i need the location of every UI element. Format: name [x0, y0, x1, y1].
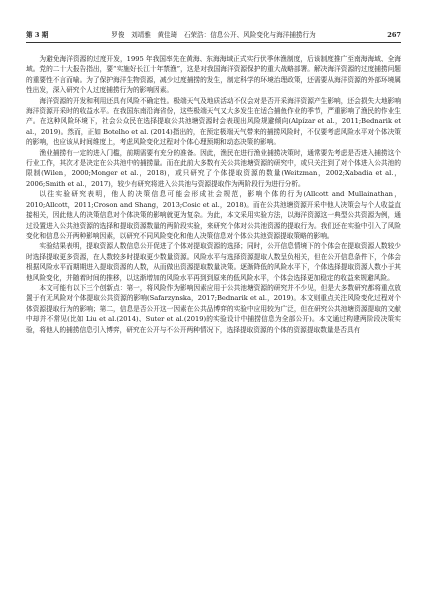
paragraph: 以往实验研究表明，他人的决策信息可能会形成社会规范，影响个体的行为(Allcott and Mullainathan，2010;Allcott，2011;Croson and Shang，2013;Cosic et al.，2018)。而在公共池塘资源开采中他人决策会与个人收益直接相关，因此他人的决策信息对个体决策的影响就更为复杂。为此，本文采用实验方法，以海洋资源这一典型公共资源为例，通过设置进入公共池资源的选择和提取资源数量的两阶段实验，来研究个体对公共池资源的提取行为。我们还在实验中引入了风险变化和信息公开两种影响因素，以研究不同风险变化和他人决策信息对个体公共池资源提取策略的影响。: [26, 190, 401, 240]
paragraph: 为避免海洋资源的过度开发，1995 年我国率先在黄海、东海海域正式实行伏季休渔制度，后该制度推广至南海海域、全海域。党的二十大报告指出，要“实施好长江十年禁渔”，这是对我国海洋资源保护的重大战略部署。解决海洋资源的过度捕捞问题的重要性不言而喻。为了保护海洋生物资源，减少过度捕捞的发生，制定科学的环境治理政策，还需要从海洋资源的外部环境属性出发，深入研究个人过度捕捞行为的影响因素。: [26, 55, 401, 95]
paragraph: 实验结果表明，提取资源人数信息公开促进了个体对提取资源的选择；同时，公开信息情境下的个体会在提取资源人数较少时选择提取更多资源，在人数较多时提取更少数量资源。风险水平与选择资源提取人数呈负相关，但在公开信息条件下，个体会根据风险水平而期期进入提取资源的人数，从而做出资源提取数量决策。逐渐降低的风险水平下，个体选择提取资源人数小于其他风险变化，并随着时间的推移，以这渐增加的风险水平再到到原来的低风险水平，个体会选择更加稳定的收益来规避风险。: [26, 242, 401, 282]
page-number: 267: [387, 31, 401, 39]
running-header: [26, 29, 401, 41]
header-rule: [26, 42, 401, 43]
body-text: [26, 54, 401, 581]
paragraph: 海洋资源的开发和利用还具有风险不确定性。极端天气及地质活动不仅会对是否开采海洋资源产生影响，还会损失大地影响海洋资源开采时的收益水平。在我国东南沿海省份，这些极端天气又大多发生在适合捕鱼作业的季节，严重影响了渔民的作业生产。在这种风险环境下，社会公众民在选择提取公共池塘资源时会表现出风险规避倾向(Alpízar et al.，2011;Bednarik et al.，2019)。然而，正如 Botelho et al. (2014)指出的，在预定极端天气带来的捕捞风险时，不仅要考虑风险水平对个体决策的影响，也应该从时间维度上，考虑风险变化过程对个体心理预期和动态决策的影响。: [26, 96, 401, 147]
issue-label: 第 3 期: [26, 31, 49, 39]
paragraph: 渔业捕捞有一定的进入门槛，前期需要有充分的准备。因此，渔民在进行渔业捕捞决策时，通常要先考虑是否进入捕捞这个行业工作，其次才是决定在公共池中的捕捞量。而在此前大多数有关公共池塘资源的研究中，或只关注到了对个体进入公共池的限制(Wilen，2000;Monger et al.，2018)，或只研究了个体提取资源的数量(Weitzman，2002;Xabadia et al.，2006;Smith et al.，2017)，较少有研究将进入公共池与资源提取作为两阶段行为进行分析。: [26, 148, 401, 188]
paragraph: 本文可能有以下三个创新点：第一，将风险作为影响因素应用于公共池塘资源的研究并不少见，但是大多数研究都将重点放置于有无风险对个体提取公共资源的影响(Safarzynska，2017;Bednarik et al.，2019)。本文则重点关注风险变化过程对个体资源提取行为的影响；第二，信息是否公开这一因素在公共品博弈的实验中应用较为广泛，但在研究公共池塘资源提取的文献中却并不常见(比如 Liu et al.(2014)、Suter et al.(2019)的实验设计中捕捞信息为全部公开)。本文通过构建两阶段决策实验，将他人的捕捞信息引入博弈，研究在公开与不公开两种情况下，选择提取资源的个体的资源提取数量是否具有: [26, 283, 401, 334]
running-title: 罗俊 刘靖雅 黄佳琦 石荣浩：信息公开、风险变化与海洋捕捞行为: [111, 31, 316, 39]
